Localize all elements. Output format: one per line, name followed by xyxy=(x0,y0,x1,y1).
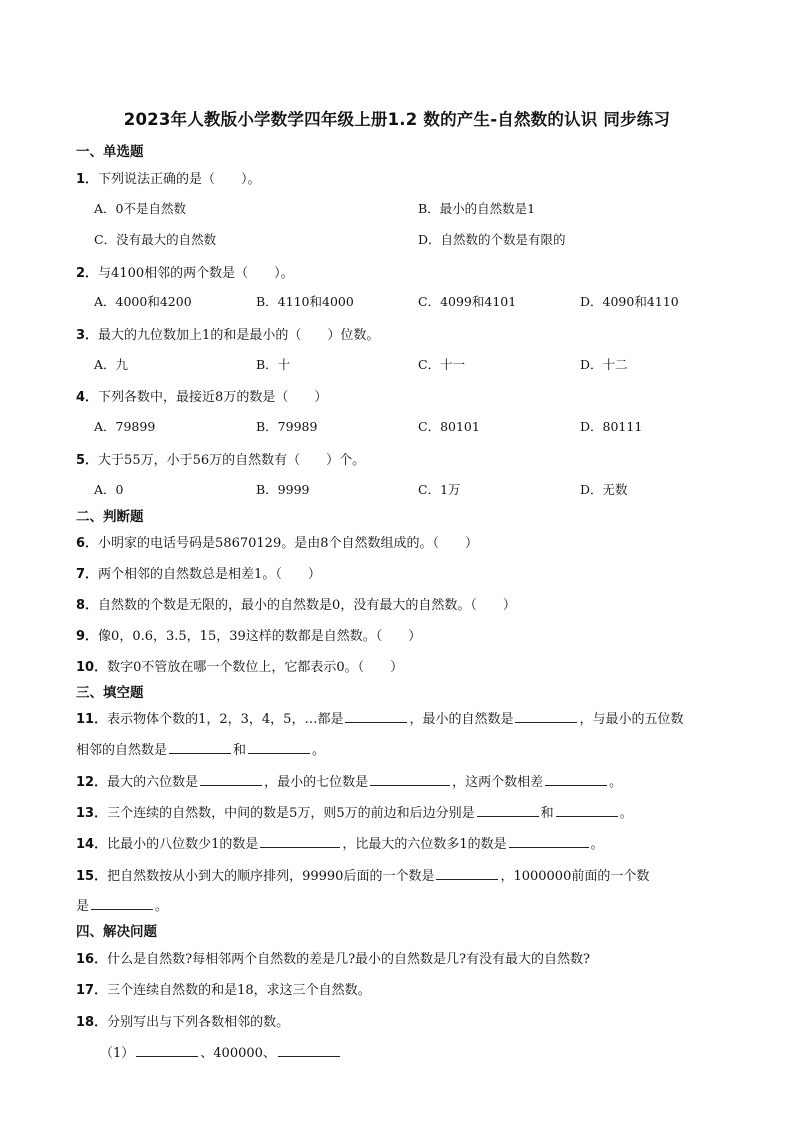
question-text: 下列说法正确的是（ ）。 xyxy=(98,172,261,187)
question-number: 17． xyxy=(76,983,108,998)
question-number: 12． xyxy=(76,775,108,790)
question-5 xyxy=(76,449,365,468)
question-text: 。 xyxy=(312,743,326,758)
question-number: 13． xyxy=(76,806,108,821)
question-text: 。 xyxy=(590,837,604,852)
question-17 xyxy=(76,979,371,998)
answer-blank[interactable] xyxy=(477,805,539,817)
answer-blank[interactable] xyxy=(278,1045,340,1057)
option-b: B．4110和4000 xyxy=(256,294,354,309)
question-number: 1． xyxy=(76,172,99,187)
option-d: D．无数 xyxy=(580,482,628,497)
answer-blank[interactable] xyxy=(370,774,450,786)
answer-blank[interactable] xyxy=(436,868,498,880)
option-a: A．4000和4200 xyxy=(94,294,192,309)
answer-blank[interactable] xyxy=(260,836,340,848)
question-text: 相邻的自然数是 xyxy=(76,743,168,758)
question-4 xyxy=(76,386,327,405)
option-c: C．4099和4101 xyxy=(418,294,517,309)
answer-blank[interactable] xyxy=(91,898,153,910)
option-a: A．九 xyxy=(94,357,129,372)
question-number: 15． xyxy=(76,869,108,884)
question-number: 9． xyxy=(76,629,99,644)
question-text: 和 xyxy=(540,806,554,821)
question-text: 大于55万，小于56万的自然数有（ ）个。 xyxy=(98,453,366,468)
option-d: D．4090和4110 xyxy=(580,294,679,309)
question-number: 10． xyxy=(76,660,108,675)
question-number: 5． xyxy=(76,453,99,468)
section-heading-fill-in: 三、填空题 xyxy=(76,685,144,701)
question-text: 表示物体个数的1，2，3，4，5，…都是 xyxy=(107,712,344,727)
option-d: D．十二 xyxy=(580,357,628,372)
question-text: 下列各数中，最接近8万的数是（ ） xyxy=(98,390,328,405)
question-text: 与4100相邻的两个数是（ ）。 xyxy=(98,266,294,281)
option-a: A．0 xyxy=(94,482,124,497)
question-text: 三个连续自然数的和是18，求这三个自然数。 xyxy=(107,983,371,998)
question-text: 自然数的个数是无限的，最小的自然数是0，没有最大的自然数。（ ） xyxy=(98,598,516,613)
question-number: 11． xyxy=(76,712,108,727)
question-text: 三个连续的自然数，中间的数是5万，则5万的前边和后边分别是 xyxy=(107,806,475,821)
question-text: 什么是自然数?每相邻两个自然数的差是几?最小的自然数是几?有没有最大的自然数? xyxy=(107,952,590,967)
question-text: 两个相邻的自然数总是相差1。（ ） xyxy=(98,567,321,582)
question-15 xyxy=(76,865,649,884)
question-3 xyxy=(76,324,379,343)
question-number: 18． xyxy=(76,1015,108,1030)
option-d: D．自然数的个数是有限的 xyxy=(418,232,566,247)
section-heading-single-choice: 一、单选题 xyxy=(76,144,144,160)
answer-blank[interactable] xyxy=(200,774,262,786)
question-number: 6． xyxy=(76,536,99,551)
question-text: 数字0不管放在哪一个数位上，它都表示0。（ ） xyxy=(107,660,404,675)
answer-blank[interactable] xyxy=(515,711,577,723)
option-b: B．9999 xyxy=(256,482,310,497)
option-c: C．十一 xyxy=(418,357,466,372)
option-b: B．79989 xyxy=(256,419,318,434)
question-11 xyxy=(76,708,683,727)
question-text: 最大的九位数加上1的和是最小的（ ）位数。 xyxy=(98,328,380,343)
answer-blank[interactable] xyxy=(509,836,589,848)
answer-blank[interactable] xyxy=(556,805,618,817)
question-text: 比最小的八位数少1的数是 xyxy=(107,837,259,852)
option-a: A．0不是自然数 xyxy=(94,201,186,216)
question-18 xyxy=(76,1011,289,1030)
question-text: 。 xyxy=(619,806,633,821)
question-text: ，这两个数相差 xyxy=(452,775,544,790)
question-text: ，1000000前面的一个数 xyxy=(500,869,650,884)
question-8 xyxy=(76,594,516,613)
question-number: 4． xyxy=(76,390,99,405)
question-text: 像0，0.6，3.5，15，39这样的数都是自然数。（ ） xyxy=(98,629,422,644)
question-16 xyxy=(76,948,590,967)
question-text: 小明家的电话号码是58670129。是由8个自然数组成的。（ ） xyxy=(98,536,478,551)
option-c: C．80101 xyxy=(418,419,480,434)
question-text: ，与最小的五位数 xyxy=(579,712,684,727)
question-7 xyxy=(76,563,321,582)
question-13 xyxy=(76,802,633,821)
question-12 xyxy=(76,771,622,790)
question-11-continued xyxy=(76,739,325,758)
sub-question-label: （1） xyxy=(100,1046,135,1061)
question-number: 2． xyxy=(76,266,99,281)
question-text: ，比最大的六位数多1的数是 xyxy=(342,837,507,852)
question-number: 14． xyxy=(76,837,108,852)
question-14 xyxy=(76,833,604,852)
page-title: 2023年人教版小学数学四年级上册1.2 数的产生-自然数的认识 同步练习 xyxy=(123,110,671,129)
answer-blank[interactable] xyxy=(136,1045,198,1057)
question-number: 7． xyxy=(76,567,99,582)
question-text: 和 xyxy=(233,743,247,758)
answer-blank[interactable] xyxy=(345,711,407,723)
question-18-part-1 xyxy=(100,1042,342,1061)
question-number: 8． xyxy=(76,598,99,613)
answer-blank[interactable] xyxy=(169,742,231,754)
question-text: ，最小的七位数是 xyxy=(264,775,369,790)
question-6 xyxy=(76,532,478,551)
option-c: C．没有最大的自然数 xyxy=(94,232,217,247)
option-b: B．十 xyxy=(256,357,291,372)
option-a: A．79899 xyxy=(94,419,156,434)
section-heading-true-false: 二、判断题 xyxy=(76,509,144,525)
option-b: B．最小的自然数是1 xyxy=(418,201,536,216)
question-text: 分别写出与下列各数相邻的数。 xyxy=(107,1015,290,1030)
question-text: 。 xyxy=(609,775,623,790)
option-c: C．1万 xyxy=(418,482,461,497)
question-text: 。 xyxy=(155,899,169,914)
question-number: 16． xyxy=(76,952,108,967)
section-heading-problem-solving: 四、解决问题 xyxy=(76,924,157,940)
answer-blank[interactable] xyxy=(545,774,607,786)
question-1 xyxy=(76,168,261,187)
question-text: 、400000、 xyxy=(200,1046,276,1061)
question-10 xyxy=(76,656,403,675)
question-text: ，最小的自然数是 xyxy=(409,712,514,727)
option-d: D．80111 xyxy=(580,419,643,434)
answer-blank[interactable] xyxy=(248,742,310,754)
question-number: 3． xyxy=(76,328,99,343)
question-text: 最大的六位数是 xyxy=(107,775,199,790)
question-2 xyxy=(76,262,294,281)
question-15-continued xyxy=(76,895,168,914)
question-9 xyxy=(76,625,421,644)
question-text: 把自然数按从小到大的顺序排列，99990后面的一个数是 xyxy=(107,869,435,884)
question-text: 是 xyxy=(76,899,90,914)
